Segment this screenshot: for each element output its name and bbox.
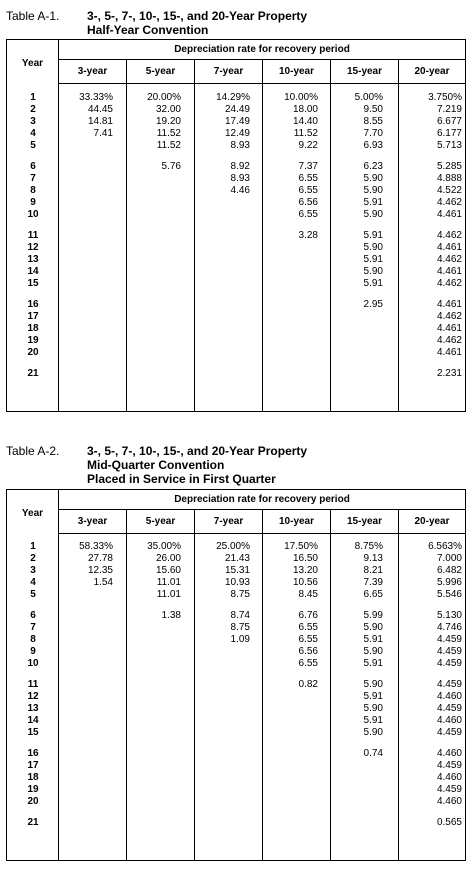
rate-cell: 6.65 [363,589,383,600]
rate-cell: 5.285 [436,161,462,172]
rate-cell: 6.93 [363,140,383,151]
year-cell: 20 [27,347,39,358]
year-cell: 16 [27,748,39,759]
year-cell: 5 [30,140,36,151]
table-a2-col-header-10-year: 10-year [278,516,315,527]
rate-cell: 0.74 [363,748,383,759]
rate-cell: 8.74 [230,610,250,621]
rate-cell: 5.90 [363,173,383,184]
rate-cell: 4.459 [436,760,462,771]
year-cell: 21 [27,368,39,379]
year-cell: 18 [27,772,39,783]
rate-cell: 5.00% [354,92,383,103]
rate-cell: 4.461 [436,299,462,310]
rate-cell: 17.50% [284,541,318,552]
rate-cell: 6.55 [298,622,318,633]
rate-cell: 11.52 [156,140,181,151]
year-cell: 12 [27,691,39,702]
table-a2-col-header-15-year: 15-year [346,516,383,527]
table-a2-title-row-3 [0,472,472,486]
rate-cell: 19.20 [155,116,181,127]
rate-cell: 14.81 [87,116,113,127]
year-cell: 10 [27,209,39,220]
rate-cell: 5.76 [161,161,181,172]
rate-cell: 8.93 [230,140,250,151]
rate-cell: 7.41 [93,128,113,139]
year-cell: 15 [27,278,39,289]
year-cell: 18 [27,323,39,334]
rate-cell: 0.565 [436,817,462,828]
rate-cell: 10.56 [292,577,318,588]
rate-cell: 14.40 [292,116,318,127]
table-a1-label: Table A-1. [6,9,60,23]
rate-cell: 8.93 [230,173,250,184]
rate-cell: 4.461 [436,347,462,358]
rate-cell: 9.22 [298,140,318,151]
year-cell: 6 [30,610,36,621]
table-a1-col-divider [194,60,195,411]
rate-cell: 2.95 [363,299,383,310]
rate-cell: 8.75 [230,589,250,600]
rate-cell: 8.55 [363,116,383,127]
year-cell: 13 [27,703,39,714]
year-cell: 10 [27,658,39,669]
rate-cell: 21.43 [224,553,250,564]
year-cell: 17 [27,311,39,322]
rate-cell: 4.522 [436,185,462,196]
rate-cell: 6.55 [298,658,318,669]
rate-cell: 4.462 [436,230,462,241]
table-a1-group-header: Depreciation rate for recovery period [174,44,350,55]
rate-cell: 20.00% [147,92,181,103]
year-cell: 9 [30,646,36,657]
rate-cell: 5.91 [363,230,383,241]
rate-cell: 6.23 [363,161,383,172]
rate-cell: 5.91 [363,634,383,645]
rate-cell: 4.461 [436,209,462,220]
table-a1-col-header-20-year: 20-year [414,66,450,77]
rate-cell: 0.82 [298,679,318,690]
table-a1-title-row-2 [0,23,472,37]
year-cell: 19 [27,784,39,795]
year-cell: 9 [30,197,36,208]
year-cell: 7 [30,173,36,184]
rate-cell: 1.09 [230,634,250,645]
table-a1-grid [6,39,466,412]
year-cell: 13 [27,254,39,265]
rate-cell: 4.461 [436,266,462,277]
table-a2-title-row-2 [0,458,472,472]
rate-cell: 8.92 [230,161,250,172]
rate-cell: 33.33% [79,92,113,103]
rate-cell: 5.130 [436,610,462,621]
year-cell: 3 [30,565,36,576]
rate-cell: 10.00% [284,92,318,103]
table-a2-col-divider [398,510,399,860]
rate-cell: 7.37 [298,161,318,172]
rate-cell: 12.35 [87,565,113,576]
year-cell: 17 [27,760,39,771]
rate-cell: 4.459 [436,784,462,795]
year-cell: 1 [30,92,36,103]
rate-cell: 6.56 [298,646,318,657]
year-cell: 14 [27,266,39,277]
rate-cell: 5.90 [363,266,383,277]
year-cell: 4 [30,128,36,139]
table-a2-title-line-1: 3-, 5-, 7-, 10-, 15-, and 20-Year Property [87,444,308,458]
table-a1-col-header-7-year: 7-year [213,66,244,77]
rate-cell: 5.546 [436,589,462,600]
rate-cell: 5.90 [363,703,383,714]
table-a2-title-line-3: Placed in Service in First Quarter [87,472,276,486]
rate-cell: 27.78 [87,553,113,564]
rate-cell: 11.01 [156,589,181,600]
table-a2 [0,444,472,828]
rate-cell: 4.460 [436,715,462,726]
rate-cell: 4.462 [436,335,462,346]
rate-cell: 4.459 [436,634,462,645]
rate-cell: 5.91 [363,658,383,669]
table-a2-year-divider [58,490,59,860]
year-cell: 15 [27,727,39,738]
rate-cell: 15.31 [224,565,250,576]
table-a1-col-header-5-year: 5-year [145,66,176,77]
rate-cell: 7.000 [436,553,462,564]
table-a2-col-divider [262,510,263,860]
table-a1 [0,9,472,379]
year-cell: 6 [30,161,36,172]
rate-cell: 6.55 [298,173,318,184]
year-cell: 8 [30,634,36,645]
rate-cell: 4.459 [436,646,462,657]
rate-cell: 4.888 [436,173,462,184]
rate-cell: 11.01 [156,577,181,588]
rate-cell: 6.76 [298,610,318,621]
rate-cell: 2.231 [436,368,462,379]
rate-cell: 10.93 [224,577,250,588]
rate-cell: 5.91 [363,197,383,208]
year-cell: 2 [30,104,36,115]
rate-cell: 5.91 [363,691,383,702]
rate-cell: 4.460 [436,691,462,702]
rate-cell: 15.60 [155,565,181,576]
rate-cell: 4.459 [436,703,462,714]
rate-cell: 4.462 [436,311,462,322]
year-cell: 5 [30,589,36,600]
rate-cell: 5.90 [363,242,383,253]
table-a1-year-header: Year [21,58,44,69]
rate-cell: 4.460 [436,796,462,807]
year-cell: 7 [30,622,36,633]
rate-cell: 4.461 [436,242,462,253]
table-a1-col-header-10-year: 10-year [278,66,315,77]
rate-cell: 4.746 [436,622,462,633]
rate-cell: 3.28 [298,230,318,241]
year-cell: 20 [27,796,39,807]
rate-cell: 35.00% [147,541,181,552]
table-a2-grid [6,489,466,861]
rate-cell: 1.54 [93,577,113,588]
rate-cell: 6.177 [436,128,462,139]
rate-cell: 5.99 [363,610,383,621]
rate-cell: 9.50 [363,104,383,115]
rate-cell: 4.460 [436,748,462,759]
table-a2-group-header: Depreciation rate for recovery period [174,494,350,505]
rate-cell: 7.70 [363,128,383,139]
rate-cell: 5.713 [436,140,462,151]
table-a1-title-row-1 [0,9,472,23]
rate-cell: 4.46 [230,185,250,196]
rate-cell: 5.91 [363,278,383,289]
rate-cell: 5.90 [363,679,383,690]
rate-cell: 17.49 [224,116,250,127]
rate-cell: 4.460 [436,772,462,783]
year-cell: 4 [30,577,36,588]
year-cell: 16 [27,299,39,310]
rate-cell: 4.459 [436,658,462,669]
rate-cell: 12.49 [224,128,250,139]
rate-cell: 6.56 [298,197,318,208]
rate-cell: 18.00 [292,104,318,115]
year-cell: 14 [27,715,39,726]
rate-cell: 4.459 [436,727,462,738]
table-a2-col-header-7-year: 7-year [213,516,244,527]
rate-cell: 4.462 [436,254,462,265]
table-a2-col-header-20-year: 20-year [414,516,450,527]
year-cell: 3 [30,116,36,127]
table-a2-title-row-1 [0,444,472,458]
rate-cell: 11.52 [156,128,181,139]
rate-cell: 24.49 [224,104,250,115]
table-a1-col-divider [262,60,263,411]
rate-cell: 6.482 [436,565,462,576]
table-a2-col-header-5-year: 5-year [145,516,176,527]
rate-cell: 5.91 [363,715,383,726]
table-a2-col-divider [126,510,127,860]
year-cell: 8 [30,185,36,196]
rate-cell: 8.75 [230,622,250,633]
year-cell: 1 [30,541,36,552]
rate-cell: 4.462 [436,278,462,289]
table-a1-year-divider [58,40,59,411]
rate-cell: 6.677 [436,116,462,127]
rate-cell: 26.00 [155,553,181,564]
year-cell: 2 [30,553,36,564]
rate-cell: 16.50 [292,553,318,564]
table-a1-col-divider [398,60,399,411]
rate-cell: 5.90 [363,646,383,657]
rate-cell: 7.219 [436,104,462,115]
rate-cell: 5.90 [363,209,383,220]
table-a1-col-divider [126,60,127,411]
rate-cell: 4.462 [436,197,462,208]
rate-cell: 5.90 [363,622,383,633]
year-cell: 21 [27,817,39,828]
rate-cell: 13.20 [292,565,318,576]
rate-cell: 6.563% [428,541,462,552]
rate-cell: 58.33% [79,541,113,552]
year-cell: 12 [27,242,39,253]
rate-cell: 5.91 [363,254,383,265]
rate-cell: 11.52 [293,128,318,139]
rate-cell: 1.38 [161,610,181,621]
rate-cell: 7.39 [363,577,383,588]
table-a2-col-header-3-year: 3-year [77,516,108,527]
year-cell: 19 [27,335,39,346]
rate-cell: 5.996 [436,577,462,588]
rate-cell: 8.75% [354,541,383,552]
rate-cell: 9.13 [363,553,383,564]
rate-cell: 25.00% [216,541,250,552]
year-cell: 11 [27,230,39,241]
year-cell: 11 [27,679,39,690]
rate-cell: 32.00 [155,104,181,115]
rate-cell: 3.750% [428,92,462,103]
rate-cell: 6.55 [298,209,318,220]
table-a2-title-line-2: Mid-Quarter Convention [87,458,225,472]
table-a1-title-line-1: 3-, 5-, 7-, 10-, 15-, and 20-Year Property [87,9,308,23]
rate-cell: 8.21 [363,565,383,576]
table-a1-col-header-15-year: 15-year [346,66,383,77]
rate-cell: 5.90 [363,727,383,738]
table-a2-col-divider [194,510,195,860]
rate-cell: 14.29% [216,92,250,103]
rate-cell: 4.461 [436,323,462,334]
rate-cell: 6.55 [298,634,318,645]
table-a1-col-divider [330,60,331,411]
rate-cell: 8.45 [298,589,318,600]
table-a2-col-divider [330,510,331,860]
table-a2-year-header: Year [21,508,44,519]
rate-cell: 6.55 [298,185,318,196]
rate-cell: 44.45 [87,104,113,115]
table-a2-label: Table A-2. [6,444,60,458]
rate-cell: 4.459 [436,679,462,690]
table-a1-col-header-3-year: 3-year [77,66,108,77]
table-a1-title-line-2: Half-Year Convention [87,23,209,37]
rate-cell: 5.90 [363,185,383,196]
